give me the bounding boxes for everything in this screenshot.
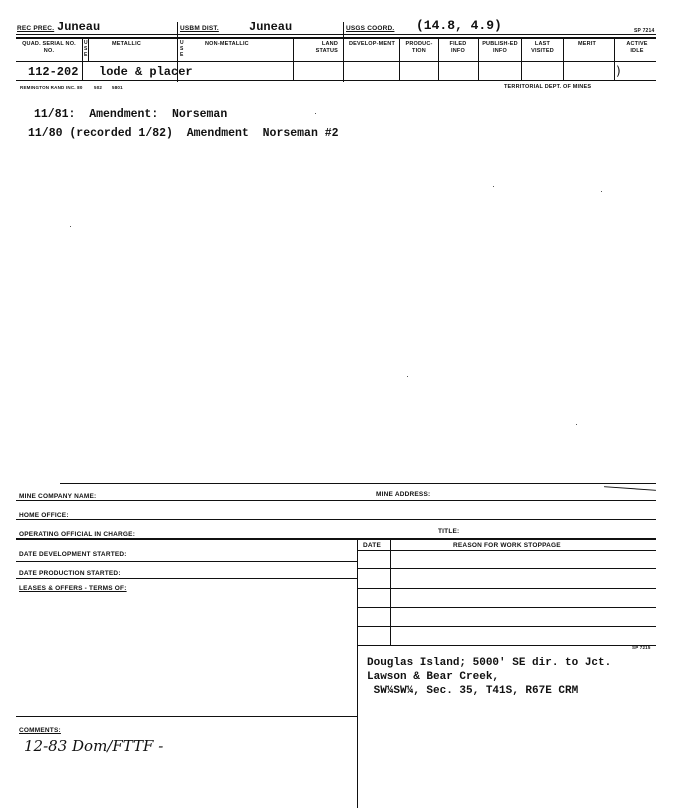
location-line: Douglas Island; 5000' SE dir. to Jct.: [367, 657, 612, 669]
rule: [16, 500, 656, 501]
rule: [60, 483, 656, 484]
rule: [16, 578, 357, 579]
location-line: SW¼SW¼, Sec. 35, T41S, R67E CRM: [367, 685, 579, 697]
operating-official-label: OPERATING OFFICIAL IN CHARGE:: [19, 531, 136, 538]
col-use-nonmetallic: U S E: [180, 40, 184, 58]
dept-label: TERRITORIAL DEPT. OF MINES: [504, 84, 592, 90]
title-label: TITLE:: [438, 528, 460, 535]
col-production: PRODUC-TION: [405, 41, 433, 54]
speck: [70, 226, 71, 227]
divider: [82, 37, 83, 80]
col-metallic: METALLIC: [112, 41, 141, 47]
rule: [16, 538, 656, 540]
speck: [407, 376, 408, 377]
usgs-coord-label: USGS COORD.: [346, 25, 395, 32]
col-active-idle: ACTIVE IDLE: [626, 41, 648, 54]
speck: [493, 186, 494, 187]
rule: [357, 588, 656, 589]
idle-mark: ): [616, 64, 621, 78]
rule: [16, 519, 656, 520]
rec-prec-value: Juneau: [57, 20, 101, 34]
usbm-dist-label: USBM DIST.: [180, 25, 219, 32]
header-rule: [16, 37, 656, 39]
code1-label: 502: [94, 85, 103, 90]
rule: [604, 486, 656, 491]
form-number-2: SP 7215: [632, 645, 651, 650]
rule: [357, 550, 656, 551]
col-quad-serial: QUAD. SERIAL NO. NO.: [22, 41, 76, 54]
col-filed-info: FILED INFO: [449, 41, 467, 54]
col-development: DEVELOP-MENT: [348, 41, 396, 47]
divider: [88, 37, 89, 61]
row-rule: [16, 61, 656, 62]
usgs-coord-value: (14.8, 4.9): [416, 18, 502, 33]
row-bottom-rule: [16, 80, 656, 81]
rule: [357, 645, 656, 646]
date-development-label: DATE DEVELOPMENT STARTED:: [19, 551, 127, 558]
rule: [16, 716, 357, 717]
home-office-label: HOME OFFICE:: [19, 512, 69, 519]
comments-label: COMMENTS:: [19, 727, 61, 734]
note-line: 11/80 (recorded 1/82) Amendment Norseman #2: [28, 127, 339, 140]
divider: [293, 37, 294, 80]
rule: [357, 607, 656, 608]
mine-company-name-label: MINE COMPANY NAME:: [19, 493, 97, 500]
divider: [438, 37, 439, 80]
date-production-label: DATE PRODUCTION STARTED:: [19, 570, 121, 577]
mine-address-label: MINE ADDRESS:: [376, 491, 431, 498]
note-line: 11/81: Amendment: Norseman: [34, 108, 228, 121]
header-top-rule: [16, 34, 656, 35]
date-header: DATE: [363, 542, 382, 549]
rule: [16, 561, 357, 562]
divider: [399, 37, 400, 80]
speck: [601, 191, 602, 192]
col-last-visited: LAST VISITED: [531, 41, 554, 54]
divider: [521, 37, 522, 80]
rule: [357, 568, 656, 569]
speck: [576, 424, 577, 425]
col-nonmetallic: NON-METALLIC: [205, 41, 249, 47]
divider: [563, 37, 564, 80]
commodity-value: lode & placer: [99, 65, 193, 79]
location-line: Lawson & Bear Creek,: [367, 671, 500, 683]
divider: [390, 538, 391, 646]
code2-label: 5801: [112, 85, 123, 90]
divider: [357, 538, 358, 808]
quad-serial-value: 112-202: [28, 65, 79, 79]
reason-header: REASON FOR WORK STOPPAGE: [453, 542, 561, 549]
usbm-dist-value: Juneau: [249, 20, 293, 34]
divider: [478, 37, 479, 80]
col-published-info: PUBLISH-ED INFO: [482, 41, 518, 54]
comments-handwriting: 12-83 Dom/FTTF -: [24, 737, 164, 755]
col-use-metallic: U S E: [84, 40, 88, 58]
col-land-status: LAND STATUS: [315, 41, 338, 54]
leases-offers-label: LEASES & OFFERS - TERMS OF:: [19, 585, 127, 592]
rule: [357, 626, 656, 627]
col-merit: MERIT: [578, 41, 597, 47]
rec-prec-label: REC PREC.: [17, 25, 55, 32]
divider: [343, 22, 344, 82]
printer-label: REMINGTON RAND INC. 80: [20, 85, 83, 90]
speck: [315, 113, 316, 114]
form-number: SP 7214: [634, 28, 655, 34]
divider: [614, 37, 615, 80]
